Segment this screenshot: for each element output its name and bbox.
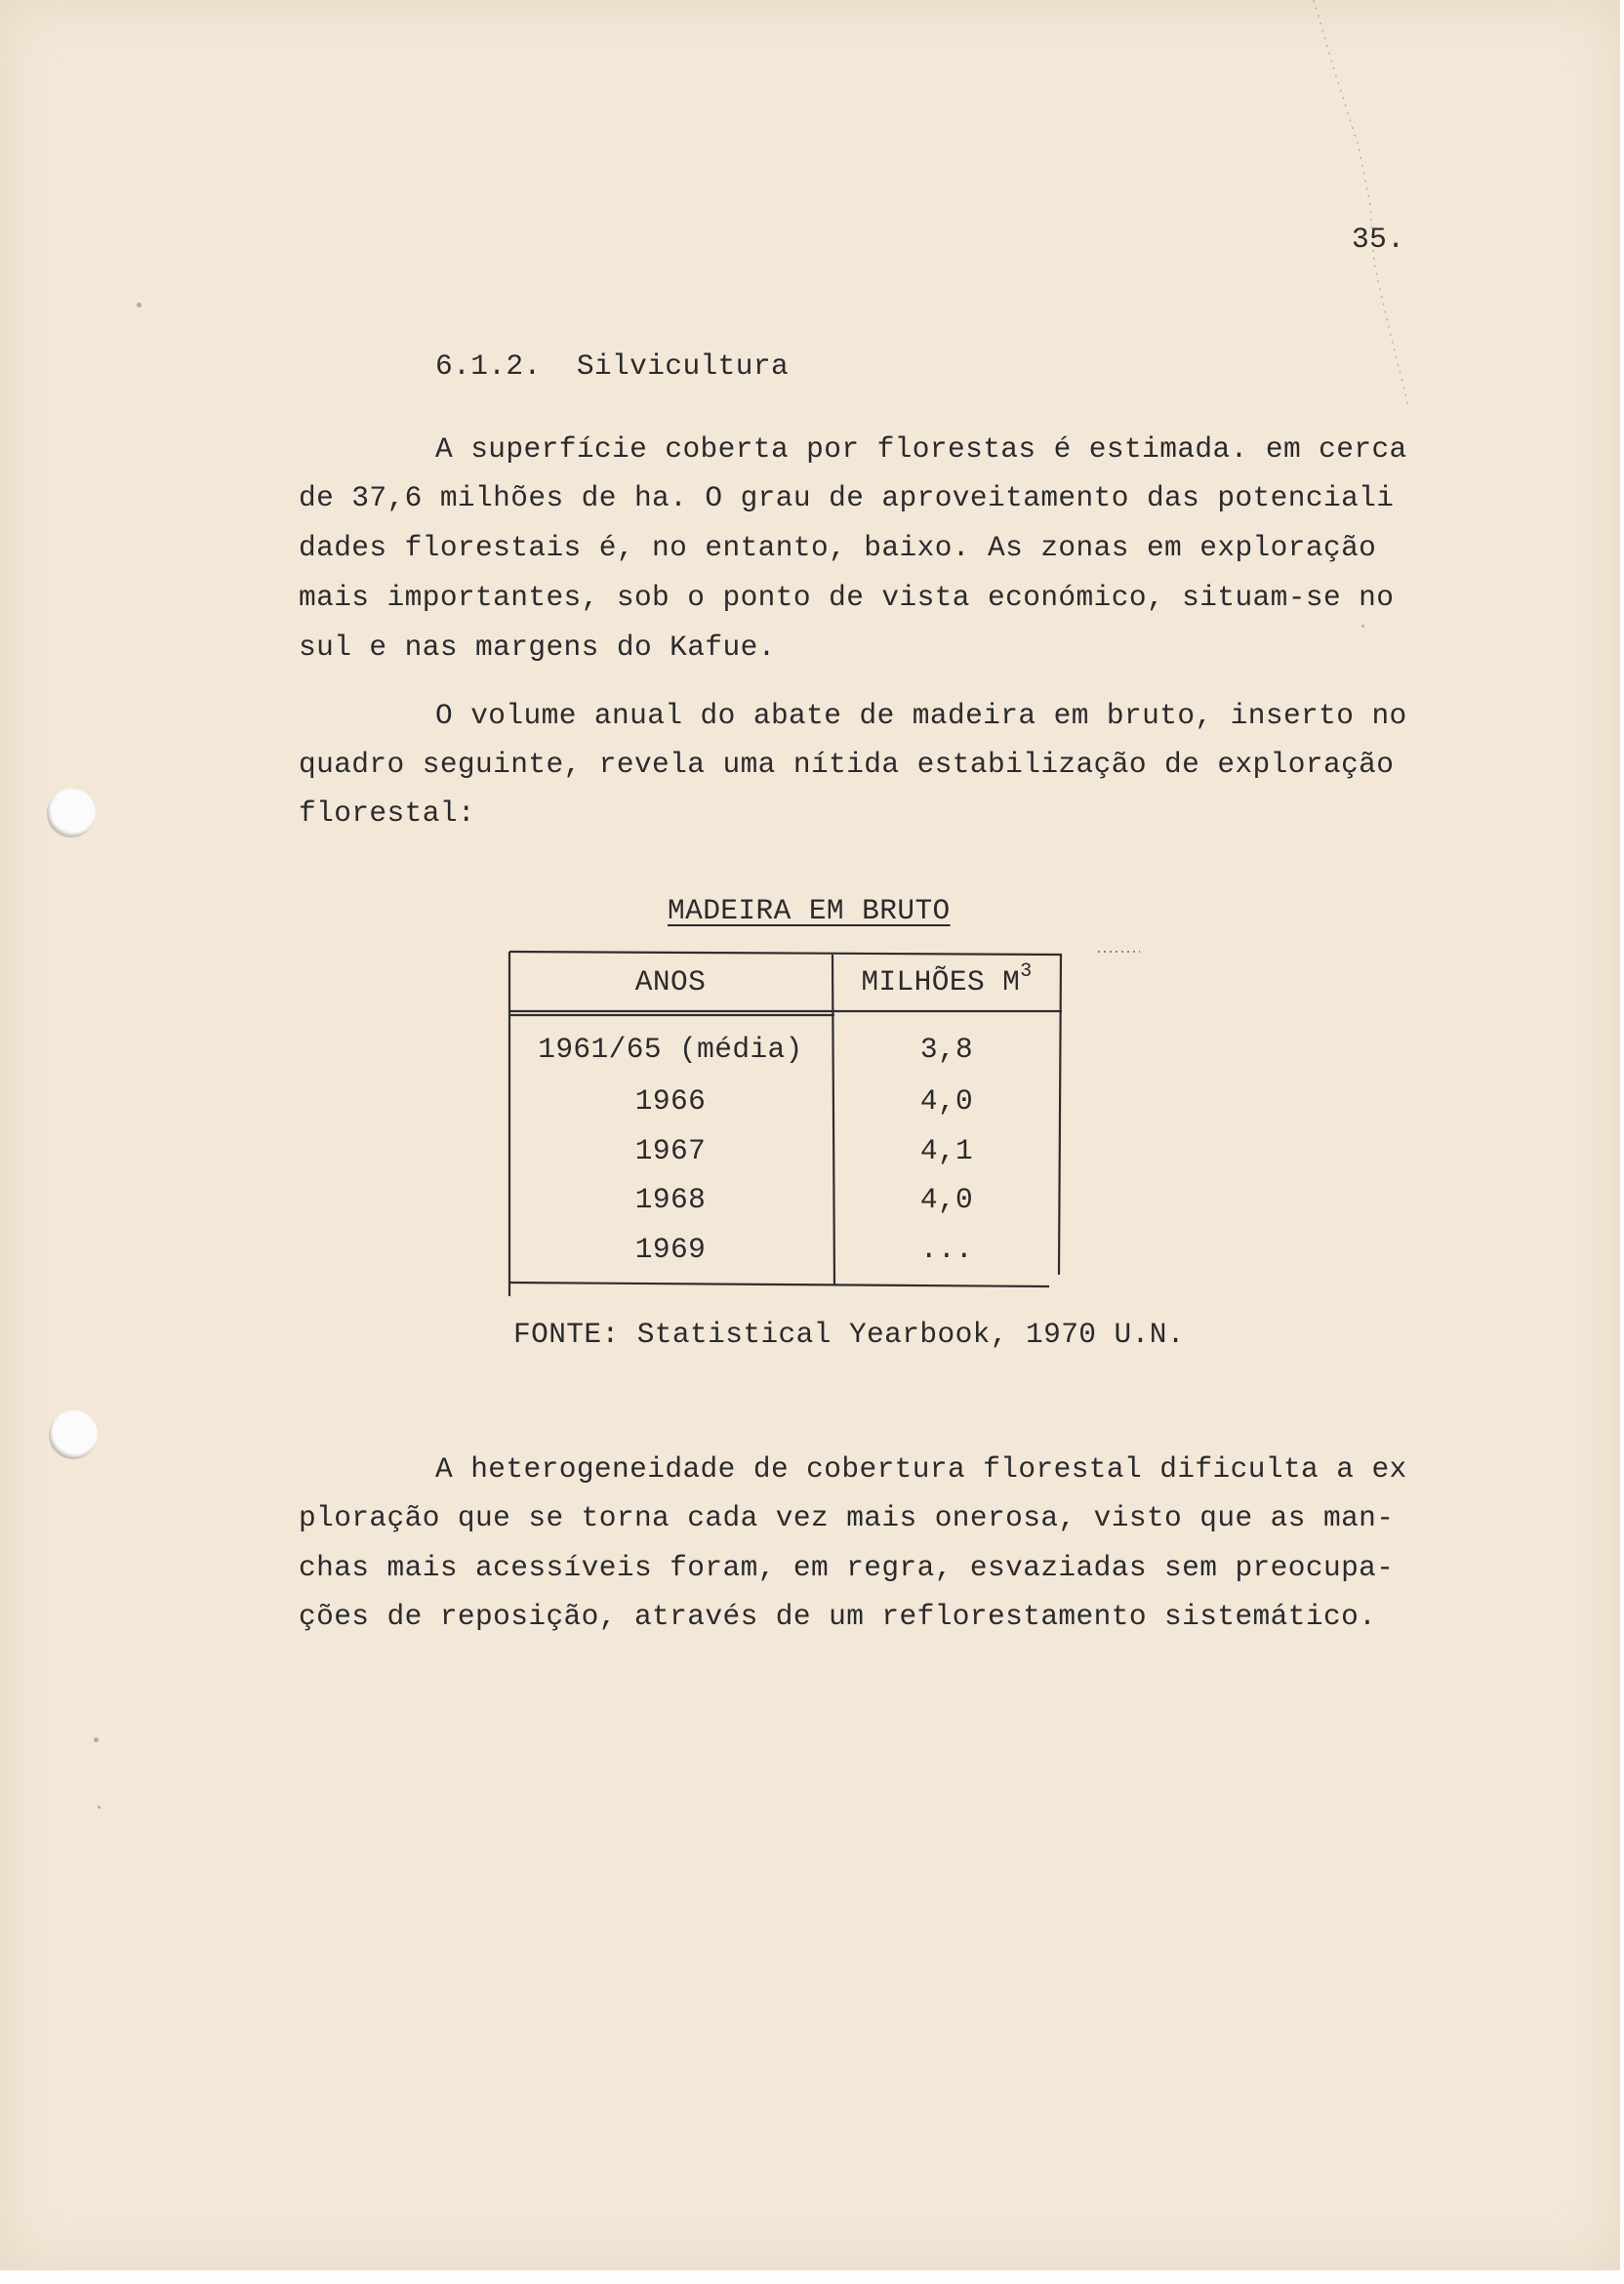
table-cell-value: ... <box>919 1233 974 1266</box>
paper-crease-mark <box>1308 0 1435 439</box>
table-title: MADEIRA EM BRUTO <box>668 894 951 927</box>
paragraph-line: A heterogeneidade de cobertura florestal dificulta a ex <box>435 1452 1407 1486</box>
paragraph-line: mais importantes, sob o ponto de vista económico, situam-se no <box>299 581 1395 614</box>
table-header-years: ANOS <box>634 965 707 999</box>
paper-speck <box>137 303 142 307</box>
paper-speck <box>98 1806 101 1809</box>
table-header-values <box>834 960 1059 999</box>
paragraph-line: florestal: <box>299 796 476 830</box>
paragraph-line: chas mais acessíveis foram, em regra, esvaziadas sem preocupa- <box>299 1551 1395 1584</box>
table-cell-value: 4,1 <box>919 1134 974 1167</box>
paragraph-line: sul e nas margens do Kafue. <box>299 631 776 664</box>
punch-hole <box>47 789 96 837</box>
paragraph-line: de 37,6 milhões de ha. O grau de aproveitamento das potenciali <box>299 481 1395 514</box>
paragraph-line: A superfície coberta por florestas é estimada. em cerca <box>435 432 1407 466</box>
paragraph-line: ções de reposição, através de um reflorestamento sistemático. <box>299 1600 1377 1633</box>
paragraph-line: O volume anual do abate de madeira em bruto, inserto no <box>435 699 1407 732</box>
paragraph-line: dades florestais é, no entanto, baixo. As zonas em exploração <box>299 531 1377 564</box>
table-source-note: FONTE: Statistical Yearbook, 1970 U.N. <box>513 1318 1185 1351</box>
table-cell-year: 1967 <box>634 1134 707 1167</box>
table-cell-year: 1966 <box>634 1084 707 1118</box>
table-cell-year: 1961/65 (média) <box>538 1033 803 1066</box>
paper-speck <box>94 1737 99 1742</box>
table-cell-value: 4,0 <box>919 1084 974 1118</box>
table-cell-year: 1968 <box>634 1183 707 1216</box>
paragraph-line: ploração que se torna cada vez mais onerosa, visto que as man- <box>299 1501 1395 1534</box>
punch-hole <box>49 1410 98 1459</box>
table-cell-year: 1969 <box>634 1233 707 1266</box>
table-header-values-label: MILHÕES M <box>861 965 1021 999</box>
paragraph-line: quadro seguinte, revela uma nítida estabilização de exploração <box>299 748 1395 781</box>
paper-speck <box>1361 625 1364 628</box>
section-heading: 6.1.2. Silvicultura <box>435 349 790 383</box>
page-number: 35. <box>1352 223 1405 256</box>
table-cell-value: 4,0 <box>919 1183 974 1216</box>
table-cell-value: 3,8 <box>919 1033 974 1066</box>
table-header-superscript: 3 <box>1020 960 1033 983</box>
